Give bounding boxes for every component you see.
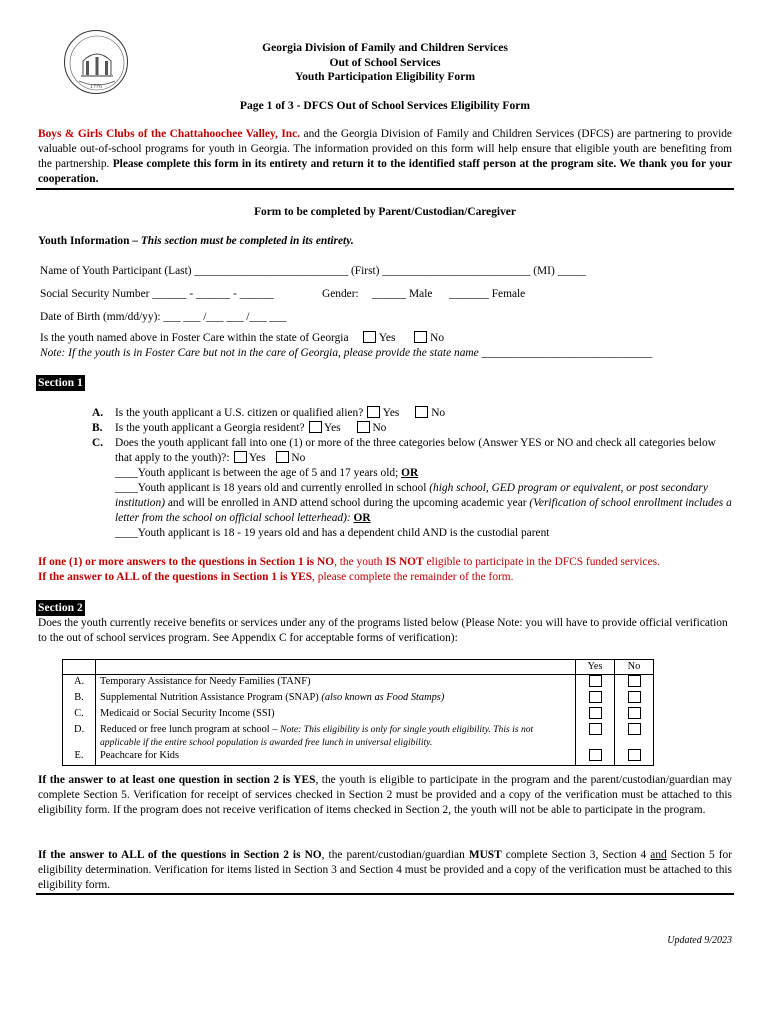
q-b-yes-checkbox[interactable]: [309, 421, 322, 433]
benefits-table: [62, 659, 654, 766]
foster-state-note[interactable]: Note: If the youth is in Foster Care but not in the care of Georgia, please provide the state name ______________________________: [40, 347, 653, 359]
foster-care-question: Is the youth named above in Foster Care within the state of Georgia Yes No: [40, 332, 445, 344]
dob-field[interactable]: Date of Birth (mm/dd/yy): ___ ___ /___ ___ /___ ___: [40, 311, 287, 323]
q-c-no-checkbox[interactable]: [276, 451, 289, 463]
intro-instruction: Please complete this form in its entirety and return it to the identified staff person at the program site. We thank you for your cooperation.: [38, 158, 732, 185]
q-a-yes-checkbox[interactable]: [367, 406, 380, 418]
category-age-18-19-parent[interactable]: ____Youth applicant is 18 - 19 years old and has a dependent child AND is the custodial parent: [115, 527, 550, 539]
table-row: D. Reduced or free lunch program at school – Note: This eligibility is only for single youth eligibility. This is not applicable if the entire school population is awarded free lunch in universal eligibility.: [63, 723, 654, 749]
peachcare-yes-checkbox[interactable]: [589, 749, 602, 761]
intro-text: and the Georgia Division of Family and Children Services (DFCS) are partnering to provide valuable out-of-school programs for youth in Georgia. The information provided on this form will help ensure that eligible youth are benefiting from the partnership.: [38, 128, 732, 170]
snap-no-checkbox[interactable]: [628, 691, 641, 703]
lunch-yes-checkbox[interactable]: [589, 723, 602, 735]
section2-no-paragraph: If the answer to ALL of the questions in Section 2 is NO, the parent/custodian/guardian MUST complete Section 3, Section 4 and Section 5 for eligibility determination. Verification for items listed in Section 3 and Section 4 must be provided and a copy of the verification must be attached to this eligibility form.: [38, 849, 733, 891]
q-b-row: Is the youth applicant a Georgia resident? Yes No: [115, 422, 387, 434]
tanf-yes-checkbox[interactable]: [589, 675, 602, 687]
section2-tag: Section 2: [38, 601, 83, 614]
gender-female-field[interactable]: _______ Female: [449, 288, 526, 300]
q-a-label: A.: [92, 407, 104, 419]
header-divider: [36, 188, 734, 190]
youth-info-heading: Youth Information – This section must be completed in its entirety.: [38, 235, 354, 247]
q-c-label: C.: [92, 437, 104, 449]
col-no-header: No: [615, 660, 654, 675]
table-row: C. Medicaid or Social Security Income (SSI): [63, 707, 654, 723]
gender-label: Gender:: [322, 288, 359, 300]
section2-intro: Does the youth currently receive benefits or services under any of the programs listed below (Please Note: you will have to provide official verification to the out of school services program. See Appendix C for acceptable forms of verification):: [38, 617, 728, 644]
youth-name-field[interactable]: Name of Youth Participant (Last) ___________________________ (First) __________________________ (MI) _____: [40, 265, 587, 277]
foster-no-checkbox[interactable]: [414, 331, 427, 343]
form-to-complete: Form to be completed by Parent/Custodian/Caregiver: [254, 206, 516, 218]
col-yes-header: Yes: [576, 660, 615, 675]
seal-year: 1776: [90, 84, 102, 90]
org-name: Boys & Girls Clubs of the Chattahoochee Valley, Inc.: [38, 128, 301, 140]
ssn-field[interactable]: Social Security Number ______ - ______ - ______: [40, 288, 274, 300]
section1-result-no: If one (1) or more answers to the questions in Section 1 is NO, the youth IS NOT eligible to participate in the DFCS funded services.: [38, 556, 660, 568]
peachcare-no-checkbox[interactable]: [628, 749, 641, 761]
updated-date: Updated 9/2023: [667, 935, 732, 946]
section1-result-yes: If the answer to ALL of the questions in Section 1 is YES, please complete the remainder of the form.: [38, 571, 514, 583]
table-row: A. Temporary Assistance for Needy Families (TANF): [63, 675, 654, 692]
header-program: Out of School Services: [329, 56, 441, 69]
foster-no-label: No: [430, 332, 445, 344]
q-c-yes-checkbox[interactable]: [234, 451, 247, 463]
table-header-row: [63, 660, 654, 675]
header-agency: Georgia Division of Family and Children Services: [262, 41, 508, 54]
section1-tag: Section 1: [38, 376, 83, 389]
lunch-no-checkbox[interactable]: [628, 723, 641, 735]
intro-paragraph: [38, 127, 732, 187]
gender-male-field[interactable]: ______ Male: [372, 288, 433, 300]
q-a-no-checkbox[interactable]: [415, 406, 428, 418]
foster-yes-label: Yes: [378, 332, 396, 344]
medicaid-no-checkbox[interactable]: [628, 707, 641, 719]
q-b-label: B.: [92, 422, 103, 434]
q-c-row: Does the youth applicant fall into one (1) or more of the three categories below (Answer YES or NO and check all categories below that apply to the youth)?: Yes No: [115, 437, 716, 464]
header-form-title: Youth Participation Eligibility Form: [294, 70, 476, 83]
category-age-5-17[interactable]: ____Youth applicant is between the age of 5 and 17 years old; OR: [115, 467, 419, 479]
table-row: B. Supplemental Nutrition Assistance Program (SNAP) (also known as Food Stamps): [63, 691, 654, 707]
page-title: Page 1 of 3 - DFCS Out of School Services Eligibility Form: [239, 99, 531, 112]
snap-yes-checkbox[interactable]: [589, 691, 602, 703]
q-b-no-checkbox[interactable]: [357, 421, 370, 433]
bottom-divider: [36, 893, 734, 895]
foster-yes-checkbox[interactable]: [363, 331, 376, 343]
section2-yes-paragraph: If the answer to at least one question in section 2 is YES, the youth is eligible to participate in the program and the parent/custodian/guardian may complete Section 5. Verification for receipt of services checked in Section 2 must be provided and a copy of the verification must be attached to this eligibility form. If the program does not receive verification of items checked in Section 2, the youth will not be able to participate in the program.: [38, 774, 733, 816]
table-row: E. Peachcare for Kids: [63, 749, 654, 766]
category-age-18-enrolled[interactable]: ____Youth applicant is 18 years old and currently enrolled in school (high school, GED program or equivalent, or post secondary institution) and will be enrolled in AND attend school during the upcoming academic year (Verification of school enrollment includes a letter from the school on official school letterhead): OR: [115, 482, 732, 524]
tanf-no-checkbox[interactable]: [628, 675, 641, 687]
q-a-row: Is the youth applicant a U.S. citizen or qualified alien? Yes No: [115, 407, 446, 419]
medicaid-yes-checkbox[interactable]: [589, 707, 602, 719]
